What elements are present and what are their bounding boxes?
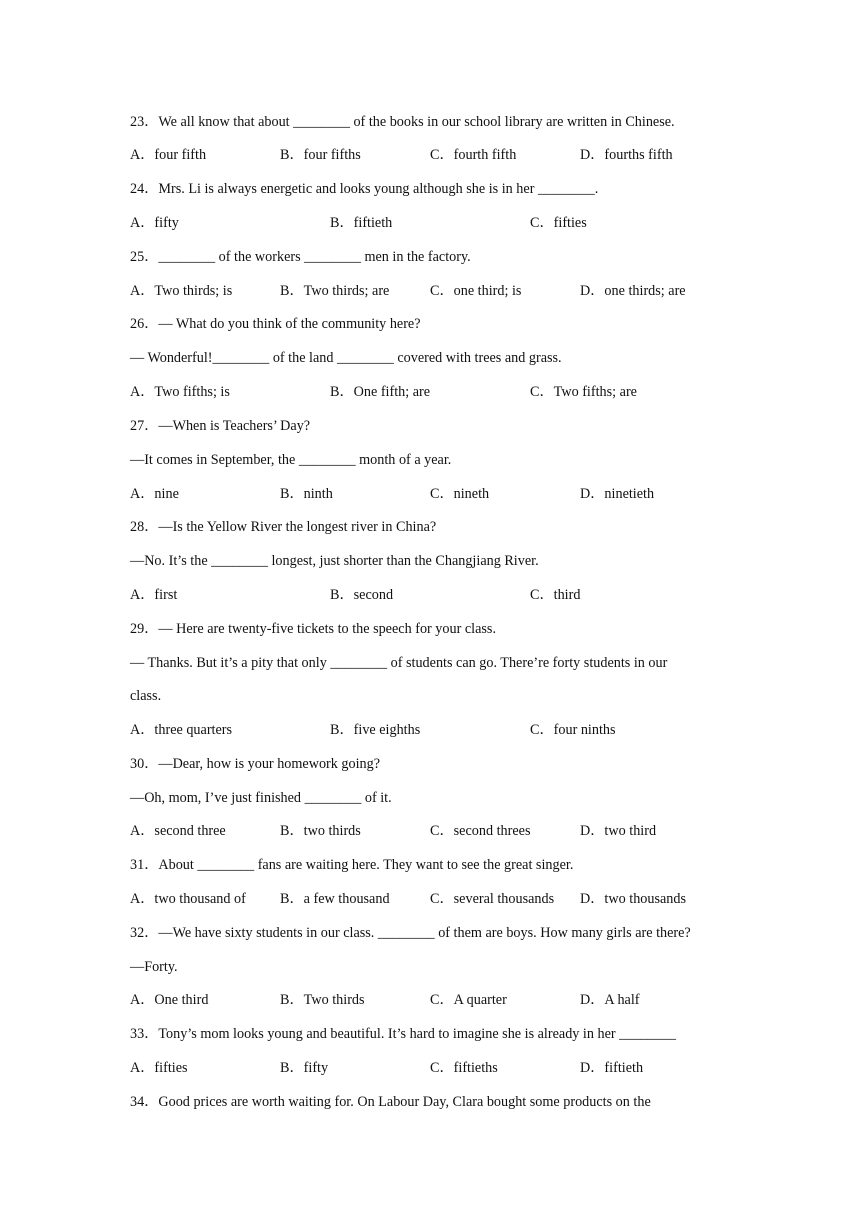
question-33-options [130, 1059, 750, 1077]
option-a[interactable]: A．One third [130, 992, 209, 1008]
question-26-stem-line-2: — Wonderful!________ of the land ________ covered with trees and grass. [130, 350, 562, 366]
option-c[interactable]: C．fourth fifth [430, 147, 517, 163]
question-29-stem-line-2: — Thanks. But it’s a pity that only ________ of students can go. There’re forty students in our [130, 655, 668, 671]
option-a[interactable]: A．fifty [130, 215, 179, 231]
question-29-options [130, 721, 750, 739]
option-c[interactable]: C．one third; is [430, 283, 522, 299]
question-26-options [130, 383, 750, 401]
option-c[interactable]: C．Two fifths; are [530, 384, 637, 400]
question-23-options [130, 146, 750, 164]
option-d[interactable]: D．two third [580, 823, 657, 839]
option-c[interactable]: C．A quarter [430, 992, 507, 1008]
option-a[interactable]: A．second three [130, 823, 226, 839]
question-31-stem: 31．About ________ fans are waiting here. They want to see the great singer. [130, 857, 574, 873]
question-30-options [130, 822, 750, 840]
option-a[interactable]: A．three quarters [130, 722, 233, 738]
option-d[interactable]: D．fiftieth [580, 1060, 644, 1076]
option-a[interactable]: A．Two thirds; is [130, 283, 233, 299]
question-27-stem: 27．—When is Teachers’ Day? [130, 418, 311, 434]
question-30-stem: 30．—Dear, how is your homework going? [130, 756, 381, 772]
option-b[interactable]: B．One fifth; are [330, 384, 431, 400]
question-31-options [130, 890, 750, 908]
option-c[interactable]: C．second threes [430, 823, 531, 839]
option-b[interactable]: B．fiftieth [330, 215, 393, 231]
option-b[interactable]: B．ninth [280, 486, 333, 502]
question-28-stem-line-2: —No. It’s the ________ longest, just shorter than the Changjiang River. [130, 553, 539, 569]
option-d[interactable]: D．ninetieth [580, 486, 655, 502]
option-a[interactable]: A．four fifth [130, 147, 207, 163]
question-28-stem: 28．—Is the Yellow River the longest river in China? [130, 519, 437, 535]
question-30-stem-line-2: —Oh, mom, I’ve just finished ________ of it. [130, 790, 392, 806]
option-d[interactable]: D．two thousands [580, 891, 687, 907]
option-c[interactable]: C．four ninths [530, 722, 616, 738]
question-28-options [130, 586, 750, 604]
option-b[interactable]: B．four fifths [280, 147, 361, 163]
question-23-stem: 23．We all know that about ________ of the books in our school library are written in Chinese. [130, 114, 675, 130]
option-a[interactable]: A．fifties [130, 1060, 188, 1076]
question-24-stem: 24．Mrs. Li is always energetic and looks young although she is in her ________. [130, 181, 599, 197]
option-b[interactable]: B．two thirds [280, 823, 361, 839]
option-b[interactable]: B．second [330, 587, 394, 603]
option-a[interactable]: A．two thousand of [130, 891, 246, 907]
question-32-options [130, 991, 750, 1009]
question-33-stem: 33．Tony’s mom looks young and beautiful. It’s hard to imagine she is already in her ________ [130, 1026, 676, 1042]
option-b[interactable]: B．Two thirds; are [280, 283, 390, 299]
question-32-stem-line-2: —Forty. [130, 959, 178, 975]
question-29-stem: 29．— Here are twenty-five tickets to the speech for your class. [130, 621, 496, 637]
option-c[interactable]: C．fifties [530, 215, 587, 231]
option-c[interactable]: C．several thousands [430, 891, 555, 907]
question-29-stem-line-3: class. [130, 688, 162, 704]
option-c[interactable]: C．nineth [430, 486, 490, 502]
question-27-options [130, 485, 750, 503]
option-d[interactable]: D．fourths fifth [580, 147, 673, 163]
question-25-stem: 25．________ of the workers ________ men in the factory. [130, 249, 471, 265]
option-a[interactable]: A．first [130, 587, 178, 603]
option-b[interactable]: B．fifty [280, 1060, 329, 1076]
option-a[interactable]: A．nine [130, 486, 179, 502]
option-d[interactable]: D．A half [580, 992, 640, 1008]
option-b[interactable]: B．Two thirds [280, 992, 365, 1008]
option-b[interactable]: B．five eighths [330, 722, 421, 738]
question-34-stem: 34．Good prices are worth waiting for. On Labour Day, Clara bought some products on the [130, 1094, 651, 1110]
question-25-options [130, 282, 750, 300]
option-b[interactable]: B．a few thousand [280, 891, 390, 907]
question-26-stem: 26．— What do you think of the community here? [130, 316, 421, 332]
option-a[interactable]: A．Two fifths; is [130, 384, 230, 400]
option-c[interactable]: C．third [530, 587, 581, 603]
option-d[interactable]: D．one thirds; are [580, 283, 686, 299]
question-27-stem-line-2: —It comes in September, the ________ month of a year. [130, 452, 452, 468]
question-32-stem: 32．—We have sixty students in our class. ________ of them are boys. How many girls are there? [130, 925, 691, 941]
option-c[interactable]: C．fiftieths [430, 1060, 498, 1076]
question-24-options [130, 214, 750, 232]
